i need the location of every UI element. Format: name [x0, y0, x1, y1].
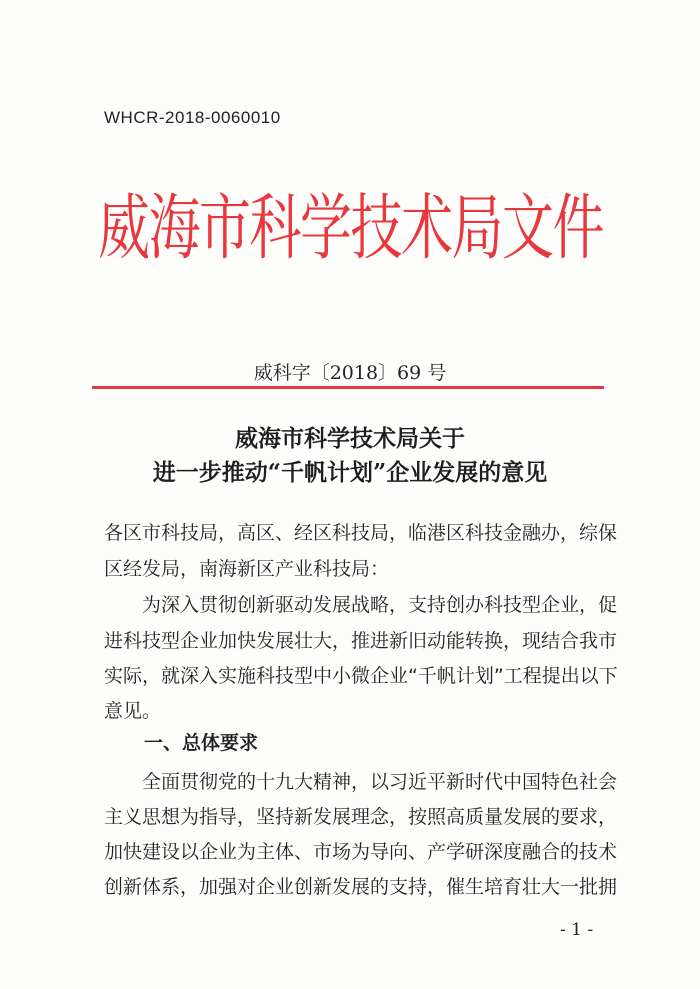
paragraph-line: 意见。 — [104, 700, 162, 722]
paragraph-line: 进科技型企业加快发展壮大，推进新旧动能转换，现结合我市 — [104, 630, 618, 652]
paragraph-line: 全面贯彻党的十九大精神，以习近平新时代中国特色社会 — [104, 771, 618, 793]
document-code: WHCR-2018-0060010 — [104, 108, 281, 127]
paragraph-line: 为深入贯彻创新驱动发展战略，支持创办科技型企业，促 — [104, 594, 618, 616]
paragraph-line: 创新体系，加强对企业创新发展的支持，催生培育壮大一批拥 — [104, 876, 618, 898]
recipients-line-1: 各区市科技局，高区、经区科技局，临港区科技金融办，综保 — [104, 522, 618, 544]
red-divider — [92, 386, 604, 389]
paragraph-line: 实际，就深入实施科技型中小微企业“千帆计划”工程提出以下 — [104, 665, 618, 687]
paragraph-line: 主义思想为指导，坚持新发展理念，按照高质量发展的要求， — [104, 806, 618, 828]
recipients-line-2: 区经发局，南海新区产业科技局： — [104, 558, 390, 580]
page-number: - 1 - — [560, 920, 594, 940]
masthead-title: 威海市科学技术局文件 — [98, 187, 604, 271]
document-title-line-2: 进一步推动“千帆计划”企业发展的意见 — [152, 459, 548, 486]
section-heading: 一、总体要求 — [144, 732, 259, 754]
document-title-line-1: 威海市科学技术局关于 — [235, 425, 465, 452]
document-number: 威科字〔2018〕69 号 — [253, 362, 447, 384]
paragraph-line: 加快建设以企业为主体、市场为导向、产学研深度融合的技术 — [104, 841, 618, 863]
